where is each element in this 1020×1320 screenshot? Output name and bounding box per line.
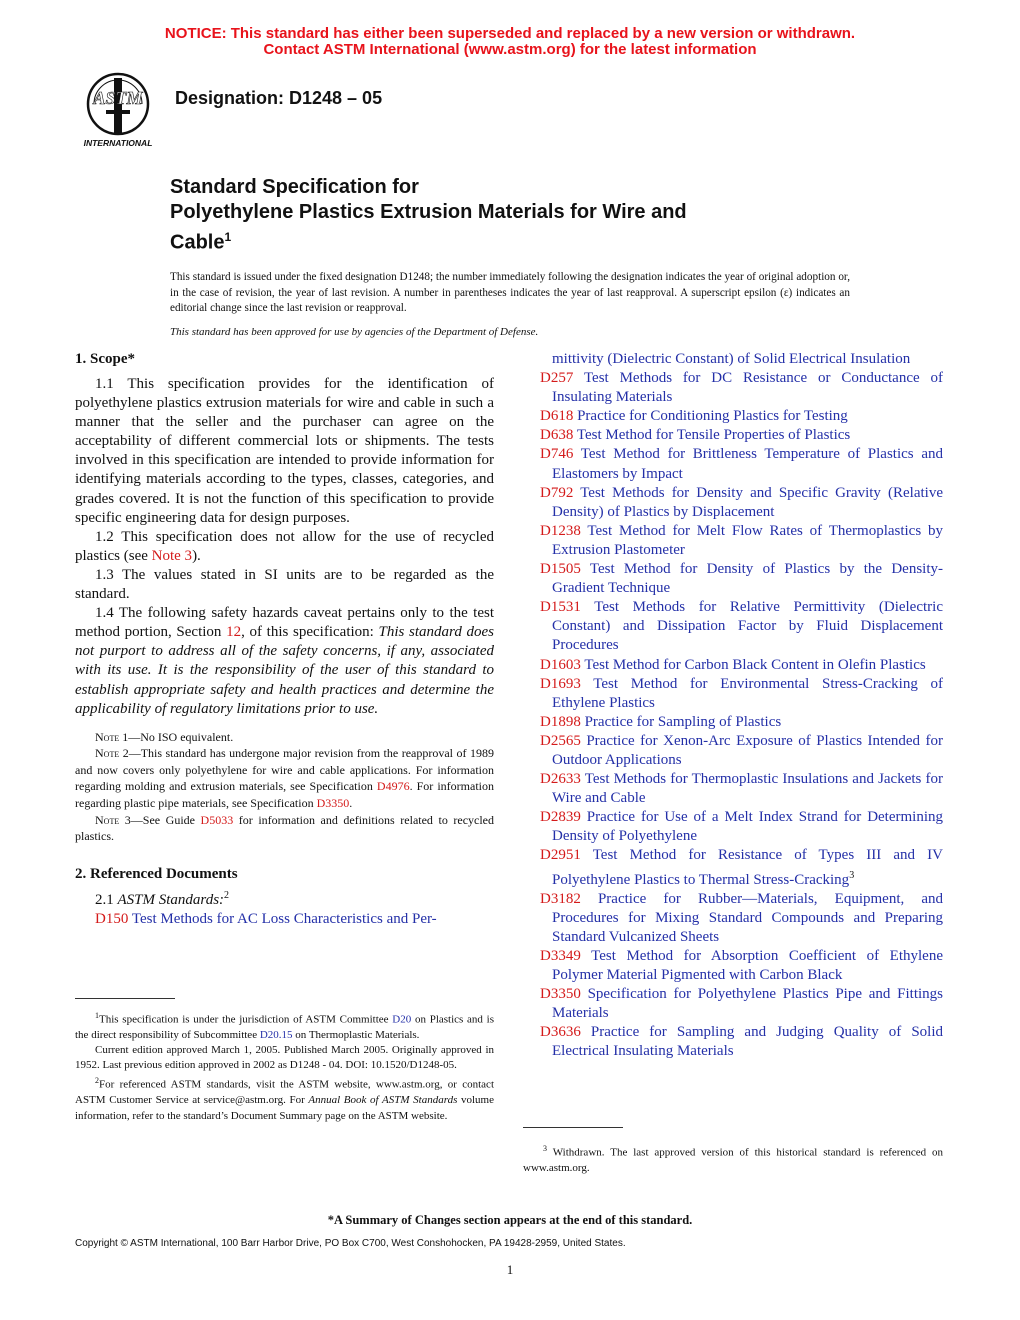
reference-title[interactable]: Test Method for Resistance of Types III and IV Polyethylene Plastics to Thermal Stress-Cracking: [552, 847, 943, 888]
sub-title: ASTM Standards:: [117, 891, 225, 908]
right-column: [540, 350, 943, 1061]
footnote-2: [75, 1073, 494, 1123]
reference-item[interactable]: [540, 675, 943, 713]
reference-item[interactable]: [540, 985, 943, 1023]
d5033-link[interactable]: D5033: [200, 812, 234, 827]
note-2-text-b: . For information regarding plastic pipe materials, see Specification: [75, 779, 494, 811]
reference-title[interactable]: Specification for Polyethylene Plastics Pipe and Fittings Materials: [552, 986, 943, 1022]
reference-title[interactable]: Test Method for Density of Plastics by the Density-Gradient Technique: [552, 561, 944, 597]
reference-title[interactable]: Test Method for Carbon Black Content in Olefin Plastics: [584, 656, 926, 673]
reference-item[interactable]: [540, 522, 943, 560]
reference-title[interactable]: Practice for Sampling and Judging Quality of Solid Electrical Insulating Materials: [552, 1024, 944, 1060]
scope-heading: 1. Scope*: [75, 351, 135, 367]
reference-title[interactable]: Test Method for Absorption Coefficient of Ethylene Polymer Material Pigmented with Carbon Black: [552, 947, 943, 983]
footnote-2-marker[interactable]: 2: [224, 889, 230, 901]
reference-code[interactable]: D1531: [540, 599, 581, 616]
annual-book-title: Annual Book of ASTM Standards: [308, 1094, 458, 1107]
reference-title[interactable]: Practice for Use of a Melt Index Strand for Determining Density of Polyethylene: [552, 809, 944, 845]
scope-1-4-mid: , of this specification:: [241, 624, 379, 641]
note-3-link[interactable]: Note 3: [151, 547, 193, 564]
issuance-statement: This standard is issued under the fixed designation D1248; the number immediately following the designation indicates the year of original adoption or, in the case of revision, the year of last revision. A number in parentheses indicates the year of last reapproval. A superscript epsilon (ε) indicates an editorial change since the last revision or reapproval.: [170, 271, 850, 314]
d3350-link[interactable]: D3350: [316, 796, 350, 811]
scope-1-3: 1.3 The values stated in SI units are to be regarded as the standard.: [75, 566, 494, 603]
reference-list: [540, 369, 943, 1061]
reference-code[interactable]: D257: [540, 370, 574, 387]
designation: Designation: D1248 – 05: [175, 88, 383, 108]
reference-code[interactable]: D1693: [540, 675, 581, 692]
footnote-2-text-b: volume information, refer to the standard’s Document Summary page on the ASTM website.: [75, 1094, 494, 1122]
title-line-2: Polyethylene Plastics Extrusion Materials for Wire and: [170, 201, 687, 223]
reference-code[interactable]: D3349: [540, 947, 581, 964]
notice-line-1: NOTICE: This standard has either been superseded and replaced by a new version or withdrawn.: [164, 25, 856, 42]
footnote-1: [75, 1008, 494, 1043]
logo-text: ASTM: [93, 88, 143, 108]
note-2-label: Note 2: [95, 746, 129, 761]
scope-1-1: 1.1 This specification provides for the identification of polyethylene plastics extrusion materials for wire and cable in such a manner that the seller and the purchaser can agree on the acceptability of different commercial lots or shipments. The tests involved in this specification are intended to provide information for identifying materials according to the types, classes, categories, and grades covered. It is not the function of this specification to provide specific engineering data for design purposes.: [75, 376, 494, 526]
document-title: [170, 175, 687, 256]
reference-title[interactable]: Practice for Xenon-Arc Exposure of Plastics Intended for Outdoor Applications: [552, 732, 944, 768]
ref-d150-title-start[interactable]: Test Methods for AC Loss Characteristics and Per-: [131, 910, 437, 927]
reference-code[interactable]: D3182: [540, 890, 581, 907]
note-3-label: Note 3: [95, 812, 131, 827]
reference-code[interactable]: D1505: [540, 561, 581, 578]
left-column: [75, 350, 494, 929]
title-line-3-text: Cable: [170, 231, 225, 254]
ref-d150-start[interactable]: [75, 910, 494, 929]
note-2-text: —This standard has undergone major revision from the reapproval of 1989 and now covers only polyethylene for wire and cable applications. For information regarding molding and extrusion materials, see Specification: [75, 746, 494, 794]
subcommittee-d20-15-link[interactable]: D20.15: [259, 1028, 293, 1041]
d4976-link[interactable]: D4976: [376, 779, 410, 794]
logo-subtext: INTERNATIONAL: [83, 138, 153, 148]
reference-item[interactable]: [540, 808, 943, 846]
safety-caveat: This standard does not purport to address all of the safety concerns, if any, associated with its use. It is the responsibility of the user of this standard to establish appropriate safety and health practices and determine the applicability of regulatory limitations prior to use.: [75, 624, 494, 717]
footnote-3-marker: 3: [543, 1144, 547, 1153]
reference-code[interactable]: D2633: [540, 771, 581, 788]
footnote-3-text: Withdrawn. The last approved version of this historical standard is referenced on www.astm.org.: [523, 1146, 943, 1174]
reference-item[interactable]: [540, 770, 943, 808]
footnote-3-paragraph: [523, 1141, 943, 1176]
reference-item[interactable]: [540, 846, 943, 889]
footnote-rule-right: [523, 1127, 623, 1128]
title-line-3: [170, 225, 687, 256]
scope-1-2-text: 1.2 This specification does not allow for the use of recycled plastics (see: [75, 528, 494, 564]
scope-1-4-text: 1.4 The following safety hazards caveat pertains only to the test method portion, Section: [75, 605, 494, 641]
notice-banner: [0, 26, 1020, 58]
scope-1-2: [75, 528, 494, 566]
reference-item[interactable]: [540, 407, 943, 426]
astm-standards-subheading: [75, 886, 494, 910]
reference-code[interactable]: D2839: [540, 809, 581, 826]
reference-item[interactable]: [540, 947, 943, 985]
reference-item[interactable]: [540, 1023, 943, 1061]
note-1: [75, 729, 494, 746]
reference-title[interactable]: Test Method for Tensile Properties of Plastics: [576, 427, 851, 444]
reference-code[interactable]: D1603: [540, 656, 581, 673]
reference-item[interactable]: [540, 369, 943, 407]
scope-1-2-end: ).: [192, 547, 201, 564]
reference-code[interactable]: D638: [540, 427, 574, 444]
reference-item[interactable]: [540, 598, 943, 655]
scope-1-4: [75, 604, 494, 719]
footnote-1-edition: Current edition approved March 1, 2005. Published March 2005. Originally approved in 1952. Last previous edition approved in 2002 as D1248 - 04. DOI: 10.1520/D1248-05.: [75, 1044, 494, 1072]
ref-d150-code[interactable]: D150: [95, 910, 129, 927]
footnote-1-text-b: on Plastics and is the direct responsibility of Subcommittee: [75, 1013, 494, 1041]
reference-title[interactable]: Practice for Rubber—Materials, Equipment, and Procedures for Mixing Standard Compounds and Preparing Standard Vulcanized Sheets: [552, 890, 944, 945]
reference-title[interactable]: Test Methods for Density and Specific Gravity (Relative Density) of Plastics by Displacement: [552, 484, 943, 520]
note-3-text: —See Guide: [130, 812, 201, 827]
title-footnote-marker[interactable]: 1: [224, 230, 232, 244]
reference-footnote-marker[interactable]: 3: [849, 869, 855, 881]
footnote-1-text-c: on Thermoplastic Materials.: [292, 1028, 420, 1041]
reference-title[interactable]: Test Method for Melt Flow Rates of Thermoplastics by Extrusion Plastometer: [552, 522, 943, 558]
ref-d150-continued[interactable]: mittivity (Dielectric Constant) of Solid Electrical Insulation: [552, 351, 911, 367]
footnote-1-marker: 1: [95, 1011, 99, 1020]
note-2: [75, 745, 494, 811]
reference-code[interactable]: D1898: [540, 713, 581, 730]
left-footnotes: [75, 1008, 494, 1124]
reference-title[interactable]: Test Methods for Relative Permittivity (Dielectric Constant) and Dissipation Factor by Fluid Displacement Procedures: [552, 599, 943, 654]
reference-code[interactable]: D792: [540, 484, 574, 501]
reference-code[interactable]: D746: [540, 446, 574, 463]
reference-code[interactable]: D3636: [540, 1024, 581, 1041]
page-number: 1: [506, 1262, 514, 1277]
reference-code[interactable]: D3350: [540, 986, 581, 1003]
reference-title[interactable]: Practice for Conditioning Plastics for Testing: [577, 408, 848, 425]
reference-title[interactable]: Practice for Sampling of Plastics: [584, 713, 782, 730]
footnote-2-text: For referenced ASTM standards, visit the ASTM website, www.astm.org, or contact ASTM Customer Service at service@astm.org. For: [75, 1079, 494, 1107]
reference-item[interactable]: [540, 484, 943, 522]
reference-item[interactable]: [540, 713, 943, 732]
copyright: Copyright © ASTM International, 100 Barr Harbor Drive, PO Box C700, West Conshohocken, PA 19428-2959, United States.: [75, 1238, 626, 1249]
astm-logo: [76, 70, 160, 150]
notice-line-2: Contact ASTM International (www.astm.org) for the latest information: [263, 41, 757, 58]
title-line-1: Standard Specification for: [170, 176, 419, 198]
reference-code[interactable]: D2951: [540, 847, 581, 864]
sub-number: 2.1: [95, 891, 118, 908]
note-3-text-b: for information and definitions related to recycled plastics.: [75, 812, 495, 844]
reference-title[interactable]: Test Methods for DC Resistance or Conductance of Insulating Materials: [552, 370, 943, 406]
footnote-2-sup: 2: [95, 1076, 99, 1086]
reference-code[interactable]: D1238: [540, 522, 581, 539]
footnote-3: [523, 1141, 943, 1176]
reference-code[interactable]: D618: [540, 408, 574, 425]
reference-item[interactable]: [540, 732, 943, 770]
note-1-text: —No ISO equivalent.: [128, 729, 234, 744]
note-2-end: .: [349, 796, 353, 811]
reference-item[interactable]: [540, 890, 943, 947]
reference-item[interactable]: [540, 656, 943, 675]
summary-of-changes-note: *A Summary of Changes section appears at the end of this standard.: [327, 1213, 693, 1227]
note-3: [75, 812, 494, 845]
footnote-rule: [75, 998, 175, 999]
reference-item[interactable]: [540, 445, 943, 483]
reference-item[interactable]: [540, 560, 943, 598]
reference-item[interactable]: [540, 426, 943, 445]
referenced-documents-heading: 2. Referenced Documents: [75, 865, 238, 882]
reference-title[interactable]: Test Methods for Thermoplastic Insulations and Jackets for Wire and Cable: [552, 771, 943, 807]
astm-logo-icon: [76, 70, 160, 150]
footnote-1-text: This specification is under the jurisdiction of ASTM Committee: [99, 1013, 393, 1026]
note-1-label: Note 1: [95, 729, 129, 744]
committee-d20-link[interactable]: D20: [392, 1013, 412, 1026]
dod-approval-statement: This standard has been approved for use by agencies of the Department of Defense.: [170, 326, 539, 338]
reference-title[interactable]: Test Method for Brittleness Temperature of Plastics and Elastomers by Impact: [552, 446, 943, 482]
reference-code[interactable]: D2565: [540, 732, 581, 749]
section-12-link[interactable]: 12: [226, 624, 242, 641]
reference-title[interactable]: Test Method for Environmental Stress-Cracking of Ethylene Plastics: [552, 675, 943, 711]
